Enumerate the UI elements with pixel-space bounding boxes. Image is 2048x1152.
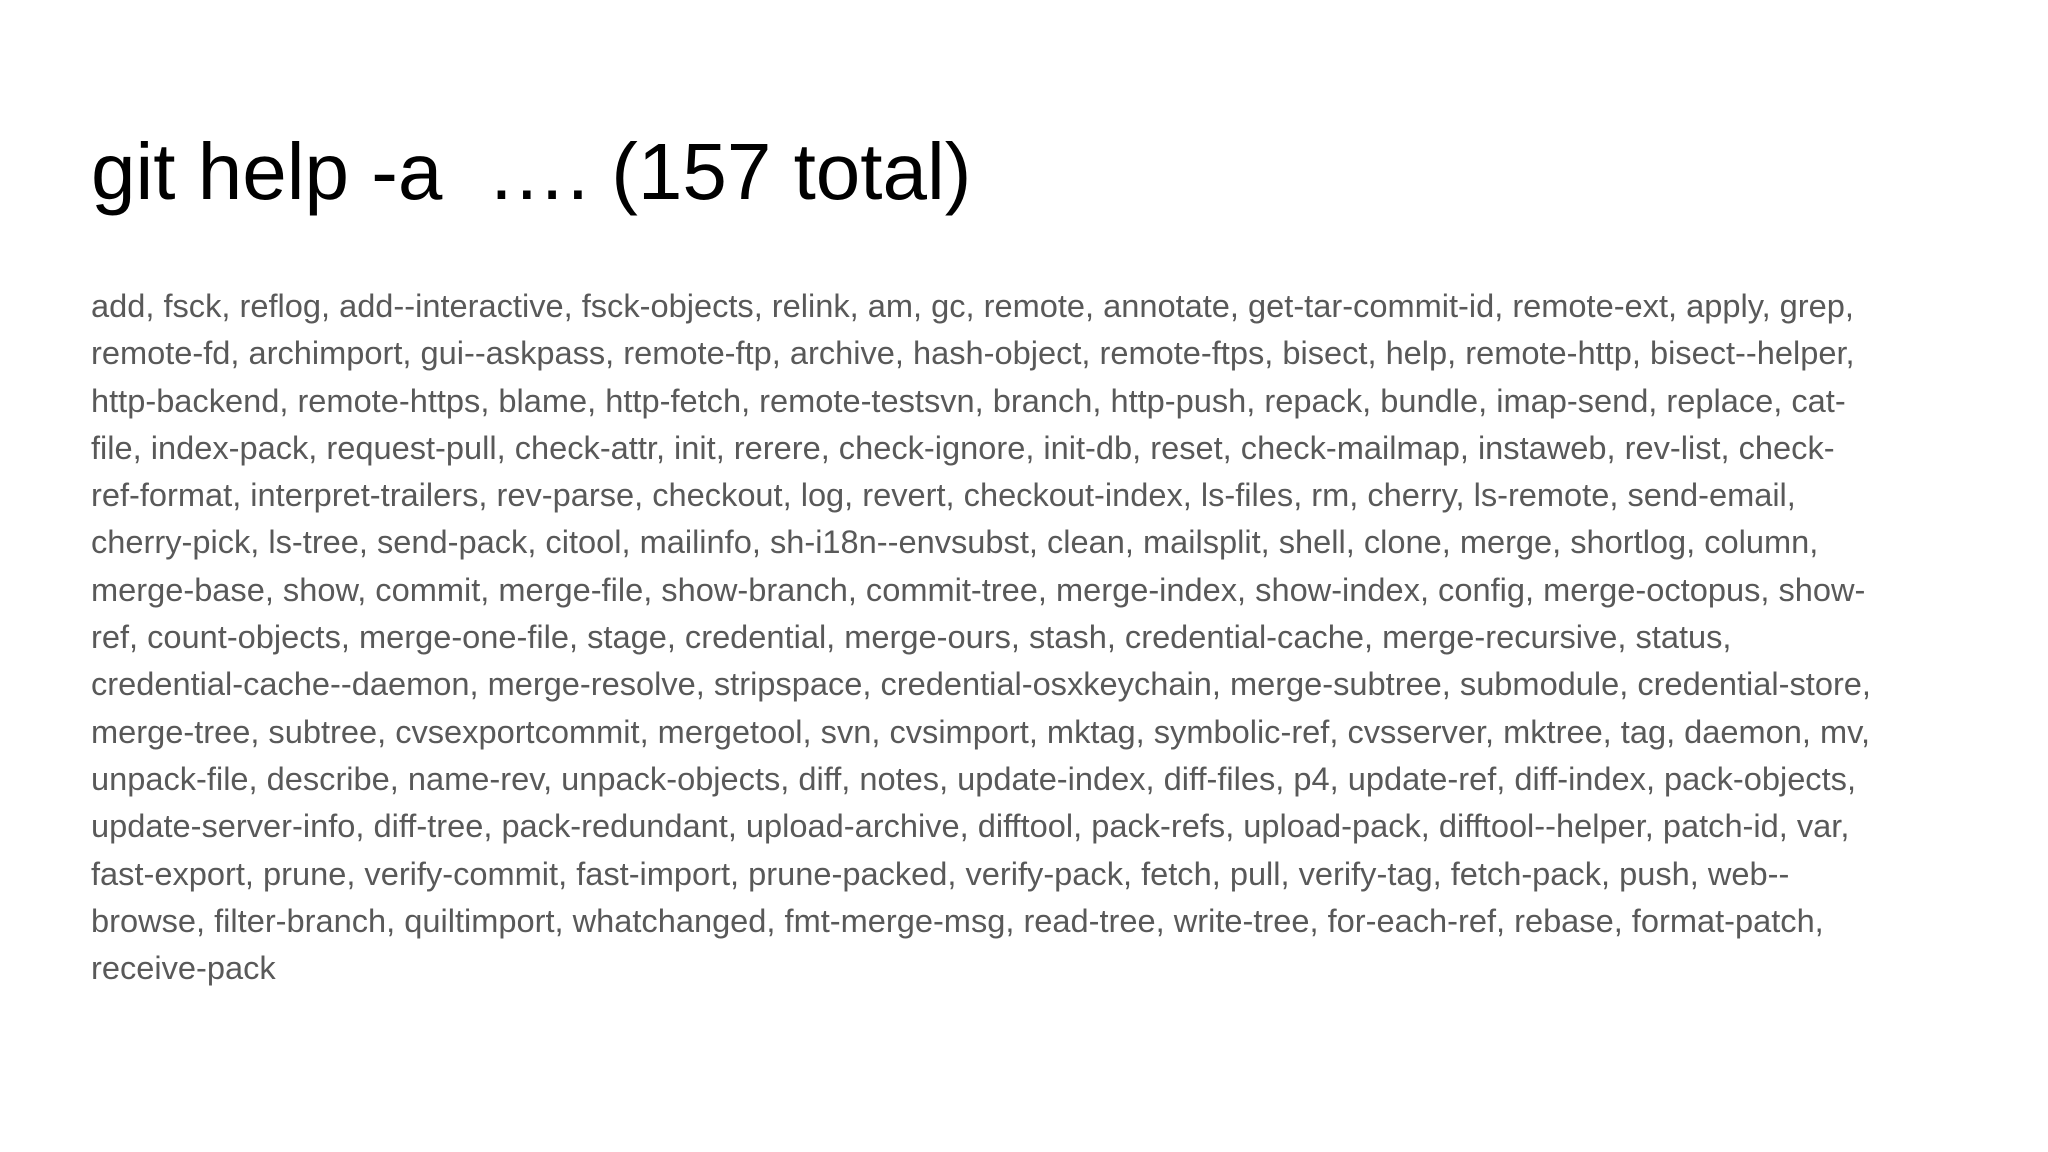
command-list-line: add, fsck, reflog, add--interactive, fsck-objects, relink, am, gc, remote, annotate, get-tar-commit-id, remote-ext, apply, grep, bbox=[91, 287, 1854, 324]
slide-title: git help -a …. (157 total) bbox=[91, 127, 972, 216]
command-list-line: receive-pack bbox=[91, 949, 276, 987]
command-list-line: ref, count-objects, merge-one-file, stage, credential, merge-ours, stash, credential-cache, merge-recursive, status, bbox=[91, 618, 1732, 656]
command-list-line: browse, filter-branch, quiltimport, whatchanged, fmt-merge-msg, read-tree, write-tree, for-each-ref, rebase, format-patch, bbox=[91, 901, 1824, 939]
command-list-line: merge-tree, subtree, cvsexportcommit, mergetool, svn, cvsimport, mktag, symbolic-ref, cvsserver, mktree, tag, daemon, mv, bbox=[91, 712, 1871, 750]
command-list-line: remote-fd, archimport, gui--askpass, remote-ftp, archive, hash-object, remote-ftps, bisect, help, remote-http, bisect--helper, bbox=[91, 334, 1855, 372]
command-list-line: unpack-file, describe, name-rev, unpack-objects, diff, notes, update-index, diff-files, p4, update-ref, diff-index, pack-objects, bbox=[91, 759, 1856, 797]
command-list-line: http-backend, remote-https, blame, http-fetch, remote-testsvn, branch, http-push, repack, bundle, imap-send, replace, cat- bbox=[91, 381, 1846, 419]
command-list-line: credential-cache--daemon, merge-resolve, stripspace, credential-osxkeychain, merge-subtree, submodule, credential-store, bbox=[91, 665, 1871, 703]
command-list-line: cherry-pick, ls-tree, send-pack, citool, mailinfo, sh-i18n--envsubst, clean, mailsplit, shell, clone, merge, shortlog, column, bbox=[91, 523, 1819, 561]
command-list-line: ref-format, interpret-trailers, rev-parse, checkout, log, revert, checkout-index, ls-files, rm, cherry, ls-remote, send-email, bbox=[91, 476, 1796, 514]
command-list-line: merge-base, show, commit, merge-file, show-branch, commit-tree, merge-index, show-index, config, merge-octopus, show- bbox=[91, 570, 1866, 608]
command-list-line: fast-export, prune, verify-commit, fast-import, prune-packed, verify-pack, fetch, pull, verify-tag, fetch-pack, push, web-- bbox=[91, 854, 1790, 892]
command-list-line: file, index-pack, request-pull, check-attr, init, rerere, check-ignore, init-db, reset, check-mailmap, instaweb, rev-list, check- bbox=[91, 428, 1835, 466]
command-list-line: update-server-info, diff-tree, pack-redundant, upload-archive, difftool, pack-refs, upload-pack, difftool--helper, patch-id, var, bbox=[91, 807, 1850, 845]
command-list bbox=[91, 282, 1991, 991]
